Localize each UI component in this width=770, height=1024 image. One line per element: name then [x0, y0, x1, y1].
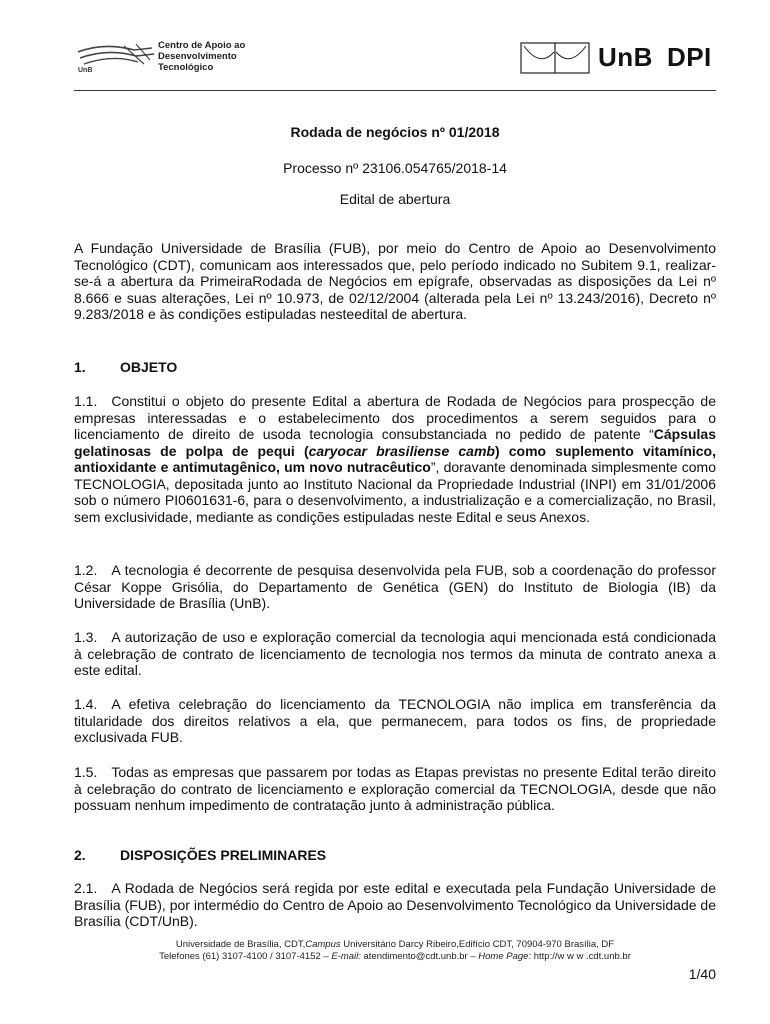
document-title: Rodada de negócios nº 01/2018 — [290, 124, 500, 140]
patent-title-part1: Cápsulas gelatinosas de polpa de pequi ( — [74, 426, 716, 459]
cdt-name-line3: Tecnológico — [158, 62, 214, 73]
paragraph-1-1-number: 1.1. — [74, 393, 98, 409]
footer-address-end: Universitário Darcy Ribeiro,Edifício CDT, 70904-970 Brasília, DF — [340, 939, 615, 950]
footer-contact — [0, 951, 770, 963]
cdt-name — [158, 40, 245, 73]
header-divider — [74, 90, 716, 91]
paragraph-1-3-text: A autorização de uso e exploração comercial da tecnologia aqui mencionada está condicionada à celebração de contrato de licenciamento de tecnologia nos termos da minuta de contrato anexa a este edital. — [74, 629, 716, 678]
paragraph-1-3-number: 1.3. — [74, 629, 98, 645]
paragraph-1-2-text: A tecnologia é decorrente de pesquisa desenvolvida pela FUB, sob a coordenação do professor César Koppe Grisólia, do Departamento de Genética (GEN) do Instituto de Biologia (IB) da Universidade de Brasília (UnB). — [74, 562, 716, 611]
unb-label: UnB — [598, 42, 653, 72]
footer-email-label: E-mail: — [331, 951, 361, 962]
section-2-number: 2. — [74, 847, 86, 863]
section-2-title: DISPOSIÇÕES PRELIMINARES — [120, 847, 327, 863]
footer-address — [0, 939, 770, 951]
paragraph-2-1-text: A Rodada de Negócios será regida por este edital e executada pela Fundação Universidade de Brasília (FUB), por intermédio do Centro de Apoio ao Desenvolvimento Tecnológico da Universidade de Brasília (CDT/UnB). — [74, 880, 716, 929]
section-1-title: OBJETO — [120, 359, 178, 375]
section-2-heading — [74, 847, 326, 863]
document-subtitle: Edital de abertura — [339, 191, 451, 207]
paragraph-2-1 — [74, 880, 716, 930]
paragraph-1-2-number: 1.2. — [74, 562, 98, 578]
section-1-number: 1. — [74, 359, 86, 375]
paragraph-1-4-text: A efetiva celebração do licenciamento da TECNOLOGIA não implica em transferência da titularidade dos direitos relativos a ela, que permanecem, para todos os fins, de propriedade exclusivada FUB. — [74, 696, 716, 745]
cdt-name-line2: Desenvolvimento — [158, 51, 237, 62]
unb-dpi-title — [598, 42, 726, 73]
footer-homepage[interactable]: http://w w w .cdt.unb.br — [531, 951, 631, 962]
paragraph-1-5-text: Todas as empresas que passarem por todas as Etapas previstas no presente Edital terão direito à celebração do contrato de licenciamento e exploração comercial da TECNOLOGIA, desde que não possuam nenhum impedimento de contratação junto à administração pública. — [74, 764, 716, 813]
footer-phones: Telefones (61) 3107-4100 / 3107-4152 – — [159, 951, 332, 962]
paragraph-1-1-text-start: Constitui o objeto do presente Edital a abertura de Rodada de Negócios para prospecção de empresas interessadas e o estabelecimento dos procedimentos a serem seguidos para o licenciamento de direito de usoda tecnologia consubstanciada no pedido de patente “ — [74, 393, 716, 442]
section-1-heading — [74, 359, 177, 375]
paragraph-1-1-text-end: ”, doravante denominada simplesmente como TECNOLOGIA, depositada junto ao Instituto Nacional da Propriedade Industrial (INPI) em 31/01/2006 sob o número PI0601631-6, para o desenvolvimento, a industrialização e a comercialização, no Brasil, sem exclusividade, mediante as condições estipuladas neste Edital e seus Anexos. — [74, 459, 716, 525]
patent-title-part2: ) como suplemento vitamínico, antioxidante e antimutagênico, um novo nutracêutico — [74, 442, 716, 475]
intro-paragraph: A Fundação Universidade de Brasília (FUB), por meio do Centro de Apoio ao Desenvolvimento Tecnológico (CDT), comunicam aos interessados que, pelo período indicado no Subitem 9.1, realizar-se-á a abertura da PrimeiraRodada de Negócios em epígrafe, observadas as disposições da Lei nº 8.666 e suas alterações, Lei nº 10.973, de 02/12/2004 (alterada pela Lei nº 13.243/2016), Decreto nº 9.283/2018 e às condições estipuladas nesteedital de abertura. — [74, 240, 716, 322]
cdt-logo — [74, 38, 158, 76]
paragraph-2-1-number: 2.1. — [74, 880, 98, 896]
footer-homepage-label: Home Page: — [478, 951, 532, 962]
page-number: 1/40 — [688, 966, 716, 982]
footer-email[interactable]: atendimento@cdt.unb.br – — [360, 951, 479, 962]
process-number: Processo nº 23106.054765/2018-14 — [283, 160, 507, 176]
paragraph-1-4 — [74, 696, 716, 746]
paragraph-1-2 — [74, 562, 716, 612]
cdt-logo-text: UnB — [78, 67, 93, 74]
paragraph-1-5 — [74, 764, 716, 814]
footer-address-start: Universidade de Brasília, CDT, — [175, 939, 306, 950]
paragraph-1-3 — [74, 629, 716, 679]
cdt-name-line1: Centro de Apoio ao — [158, 40, 246, 51]
paragraph-1-4-number: 1.4. — [74, 696, 98, 712]
unb-symbol-icon — [520, 42, 590, 74]
patent-species-name: caryocar brasiliense camb — [308, 442, 495, 459]
dpi-label: DPI — [666, 42, 712, 72]
paragraph-1-5-number: 1.5. — [74, 764, 98, 780]
footer-campus: Campus — [305, 939, 341, 950]
paragraph-1-1 — [74, 393, 716, 525]
